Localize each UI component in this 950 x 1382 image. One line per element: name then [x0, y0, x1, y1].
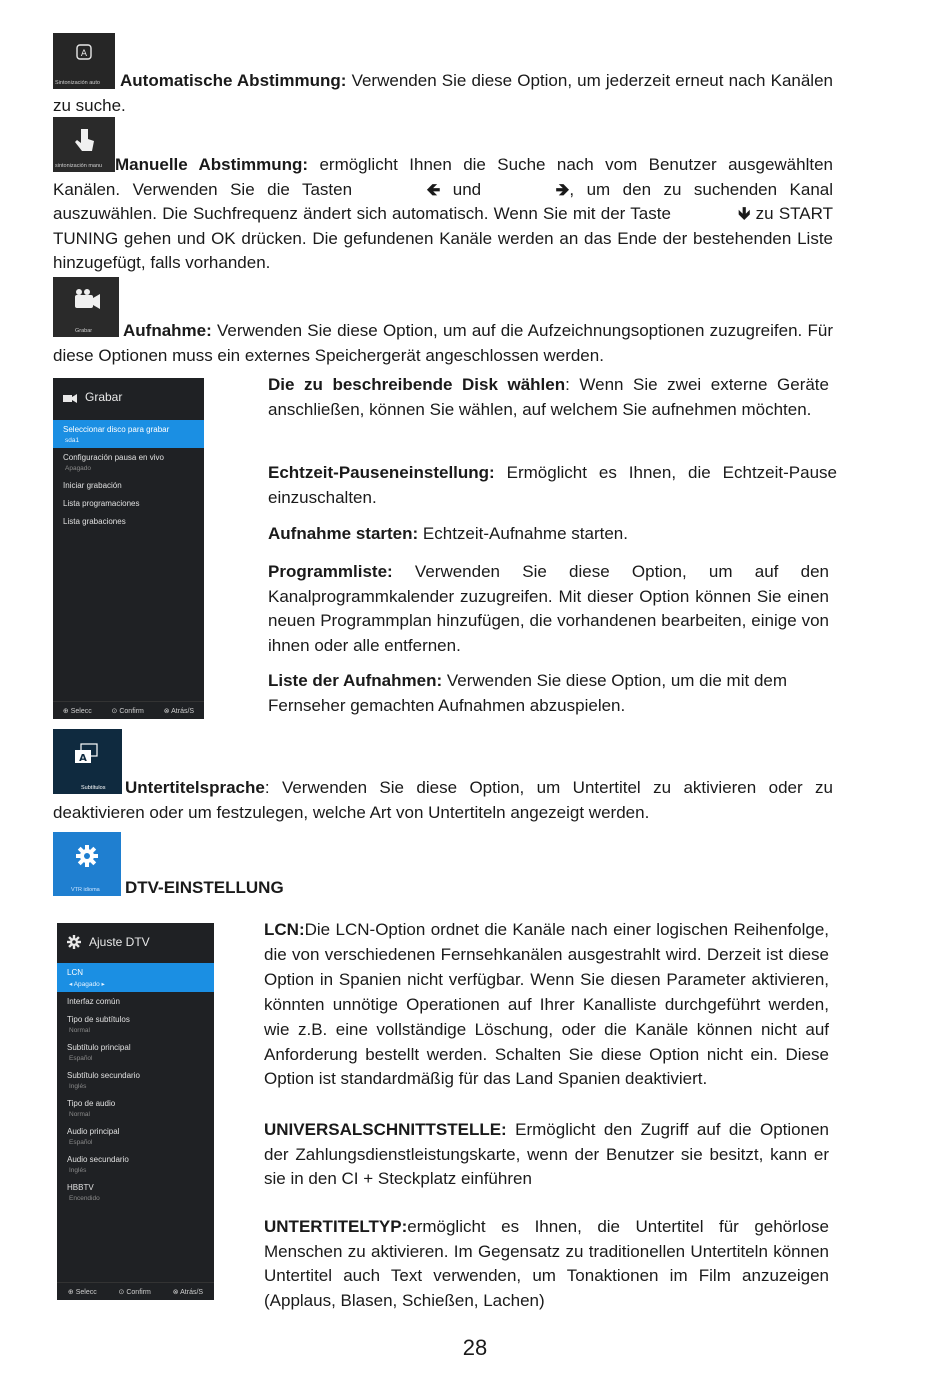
record-item-pause-title: Echtzeit-Pauseneinstellung:: [268, 463, 495, 482]
page-number: 28: [462, 1335, 488, 1360]
record-menu-item[interactable]: [53, 420, 204, 448]
record-item-disk: [268, 373, 829, 422]
dtv-footer-confirm: ⊙ Confirm: [118, 1289, 151, 1296]
record-menu-item-label: Lista programaciones: [63, 499, 140, 508]
dtv-menu-panel: [57, 923, 214, 1300]
dtv-menu-item-value: Normal: [69, 1027, 90, 1034]
dtv-menu-item-value: Normal: [69, 1111, 90, 1118]
dtv-menu-item-label: LCN: [67, 968, 84, 977]
dtv-panel-footer: [57, 1282, 214, 1296]
dtv-settings-icon: [53, 832, 121, 896]
manual-tuning-caption: sintonización manu: [55, 163, 103, 169]
record-panel-items: [53, 420, 204, 530]
dtv-item-lcn-text: Die LCN-Option ordnet die Kanäle nach einer logischen Reihenfolge, die von verschiedenen Fernsehkanälen ausgestrahlt wird. Derzeit ist diese Option in Spanien nicht verfügbar. Wenn Sie diesen Parameter aktivieren, könnten unnötige Operationen auf Ihrer Kanalliste durchgeführt werden, wie z.B. eine vollständige Löschung, oder die Kanäle können nicht auf Anforderung bestellt werden. Schalten Sie diese Option nicht ein. Diese Option ist standardmäßig für das Land Spanien deaktiviert.: [264, 920, 829, 1089]
dtv-footer-back-label: Atrás/S: [180, 1289, 204, 1296]
dtv-menu-item[interactable]: [57, 1150, 214, 1178]
record-item-disk-title: Die zu beschreibende Disk wählen: [268, 375, 566, 394]
dtv-panel-items: [57, 963, 214, 1206]
record-menu-item-label: Configuración pausa en vivo: [63, 453, 164, 462]
manual-tuning-text-3: , um den zu suchenden Kanal auszuwählen. Die Suchfrequenz ändert sich automatisch. Wenn Sie mit der Taste: [53, 179, 833, 224]
dtv-menu-item[interactable]: [57, 1094, 214, 1122]
para-manual-tuning: [53, 153, 833, 276]
dtv-caption: VTR idioma: [71, 887, 100, 893]
footer-confirm-label: Confirm: [119, 708, 144, 715]
footer-select-label: Selecc: [70, 708, 92, 715]
svg-text:A: A: [79, 753, 87, 764]
record-item-start-title: Aufnahme starten:: [268, 524, 419, 543]
dtv-menu-item-value: Encendido: [69, 1195, 100, 1202]
gear-small-icon: [67, 935, 81, 949]
manual-tuning-text-4: zu START TUNING gehen und OK drücken. Die gefundenen Kanäle werden an das Ende der bestehenden Liste hinzugefügt, falls vorhanden.: [53, 204, 833, 273]
footer-select: ⊕ Selecc: [62, 708, 92, 715]
svg-text:A: A: [80, 49, 88, 59]
subtitle-title: Untertitelsprache: [125, 778, 265, 797]
dtv-menu-item-label: Subtítulo principal: [67, 1043, 131, 1052]
record-panel-footer: [53, 701, 204, 715]
record-item-schedule-text: Verwenden Sie diese Option, um auf den Kanalprogrammkalender zuzugreifen. Mit dieser Option können Sie einen neuen Programmplan hinzufügen, die vorhandenen bearbeiten, einige von ihnen oder alle entfernen.: [268, 562, 829, 655]
dtv-item-subtitle-type: [264, 1215, 829, 1313]
dtv-menu-item[interactable]: [57, 1038, 214, 1066]
dtv-item-ci-text: Ermöglicht den Zugriff auf die Optionen der Zahlungsdienstleistungskarte, wenn der Benutzer sie besitzt, kann er sie in den CI + Steckplatz einführen: [264, 1120, 829, 1188]
dtv-menu-item-label: Audio secundario: [67, 1155, 129, 1164]
record-menu-panel: [53, 378, 204, 719]
dtv-menu-item-value: ◂ Apagado ▸: [69, 981, 105, 988]
dtv-menu-item-label: Interfaz común: [67, 997, 120, 1006]
record-title: Aufnahme:: [123, 321, 212, 340]
dtv-item-lcn: [264, 918, 829, 1092]
arrow-right-icon: 🡺: [555, 179, 570, 199]
dtv-item-subtitle-type-title: UNTERTITELTYP:: [264, 1217, 408, 1236]
dtv-footer-select-label: Selecc: [75, 1289, 97, 1296]
dtv-footer-confirm-label: Confirm: [126, 1289, 151, 1296]
arrow-down-icon: 🡻: [738, 204, 751, 224]
dtv-footer-back: ⊗ Atrás/S: [172, 1289, 204, 1296]
dtv-menu-item[interactable]: [57, 1066, 214, 1094]
dtv-menu-item[interactable]: [57, 992, 214, 1010]
para-subtitle: [53, 776, 833, 825]
camera-small-icon: [63, 392, 77, 403]
para-auto-tuning: [53, 69, 833, 118]
subtitle-text: : Verwenden Sie diese Option, um Untertitel zu aktivieren oder zu deaktivieren oder um festzulegen, welche Art von Untertiteln angezeigt werden.: [53, 778, 833, 822]
record-menu-item[interactable]: [53, 476, 204, 494]
dtv-heading: DTV-EINSTELLUNG: [125, 878, 284, 897]
record-menu-item-value: sda1: [65, 437, 80, 444]
dtv-item-subtitle-type-text: ermöglicht es Ihnen, die Untertitel für gehörlose Menschen zu aktivieren. Im Gegensatz zu traditionellen Untertiteln können Untertitel auch Text verwenden, um Tonaktionen im Film anzuzeigen (Applaus, Blasen, Schießen, Lachen): [264, 1217, 829, 1310]
dtv-panel-title: Ajuste DTV: [89, 935, 150, 949]
manual-tuning-text-1: ermöglicht Ihnen die Suche nach vom Benutzer ausgewählten Kanälen. Verwenden Sie die Tasten: [53, 155, 833, 199]
auto-tuning-title: Automatische Abstimmung:: [120, 71, 347, 90]
dtv-menu-item-label: Tipo de subtítulos: [67, 1015, 130, 1024]
record-menu-item-value: Apagado: [65, 465, 92, 472]
para-record: [53, 319, 833, 368]
footer-back: ⊗ Atrás/S: [163, 708, 195, 715]
dtv-menu-item-value: Español: [69, 1055, 93, 1062]
record-item-schedule-title: Programmliste:: [268, 562, 393, 581]
footer-back-label: Atrás/S: [171, 708, 195, 715]
dtv-menu-item[interactable]: [57, 1122, 214, 1150]
record-menu-item-label: Lista grabaciones: [63, 517, 126, 526]
record-item-disk-text: : Wenn Sie zwei externe Geräte anschließen, können Sie wählen, auf welchem Sie aufnehmen möchten.: [268, 375, 829, 419]
dtv-menu-item[interactable]: [57, 1178, 214, 1206]
manual-tuning-text-2: und: [440, 179, 494, 199]
dtv-menu-item[interactable]: [57, 963, 214, 992]
dtv-footer-select: ⊕ Selecc: [67, 1289, 97, 1296]
dtv-menu-item[interactable]: [57, 1010, 214, 1038]
record-menu-item[interactable]: [53, 448, 204, 476]
manual-tuning-title: Manuelle Abstimmung:: [115, 155, 309, 174]
record-panel-header: [53, 378, 204, 414]
subtitle-caption: Subtítulos: [81, 785, 106, 791]
dtv-item-lcn-title: LCN:: [264, 920, 305, 939]
dtv-menu-item-label: HBBTV: [67, 1183, 94, 1192]
record-item-list: [268, 669, 829, 718]
record-panel-title: Grabar: [85, 390, 123, 404]
record-item-pause-text: Ermöglicht es Ihnen, die Echtzeit-Pause einzuschalten.: [268, 463, 837, 507]
auto-tuning-text: Verwenden Sie diese Option, um jederzeit erneut nach Kanälen zu suche.: [53, 71, 833, 115]
record-text: Verwenden Sie diese Option, um auf die Aufzeichnungsoptionen zuzugreifen. Für diese Optionen muss ein externes Speichergerät angeschlossen werden.: [53, 321, 833, 365]
dtv-item-ci: [264, 1118, 829, 1192]
dtv-item-ci-title: UNIVERSALSCHNITTSTELLE:: [264, 1120, 507, 1139]
record-item-pause: [268, 461, 837, 510]
footer-confirm: ⊙ Confirm: [111, 708, 144, 715]
dtv-menu-item-label: Tipo de audio: [67, 1099, 116, 1108]
dtv-panel-header: [57, 923, 214, 959]
record-menu-item[interactable]: [53, 494, 204, 512]
arrow-left-icon: 🡸: [426, 179, 441, 199]
dtv-menu-item-value: Inglés: [69, 1167, 87, 1174]
auto-tuning-caption: Sintonización auto: [55, 80, 100, 86]
record-item-list-text: Verwenden Sie diese Option, um die mit dem Fernseher gemachten Aufnahmen abzuspielen.: [268, 671, 788, 715]
record-menu-item-label: Seleccionar disco para grabar: [63, 425, 170, 434]
dtv-menu-item-value: Español: [69, 1139, 93, 1146]
record-caption: Grabar: [75, 328, 93, 334]
record-item-list-title: Liste der Aufnahmen:: [268, 671, 443, 690]
record-item-schedule: [268, 560, 829, 658]
record-item-start-text: Echtzeit-Aufnahme starten.: [418, 524, 628, 543]
record-item-start: [268, 522, 829, 547]
dtv-menu-item-label: Subtítulo secundario: [67, 1071, 140, 1080]
record-menu-item-label: Iniciar grabación: [63, 481, 122, 490]
dtv-menu-item-value: Inglés: [69, 1083, 87, 1090]
dtv-menu-item-label: Audio principal: [67, 1127, 120, 1136]
record-menu-item[interactable]: [53, 512, 204, 530]
